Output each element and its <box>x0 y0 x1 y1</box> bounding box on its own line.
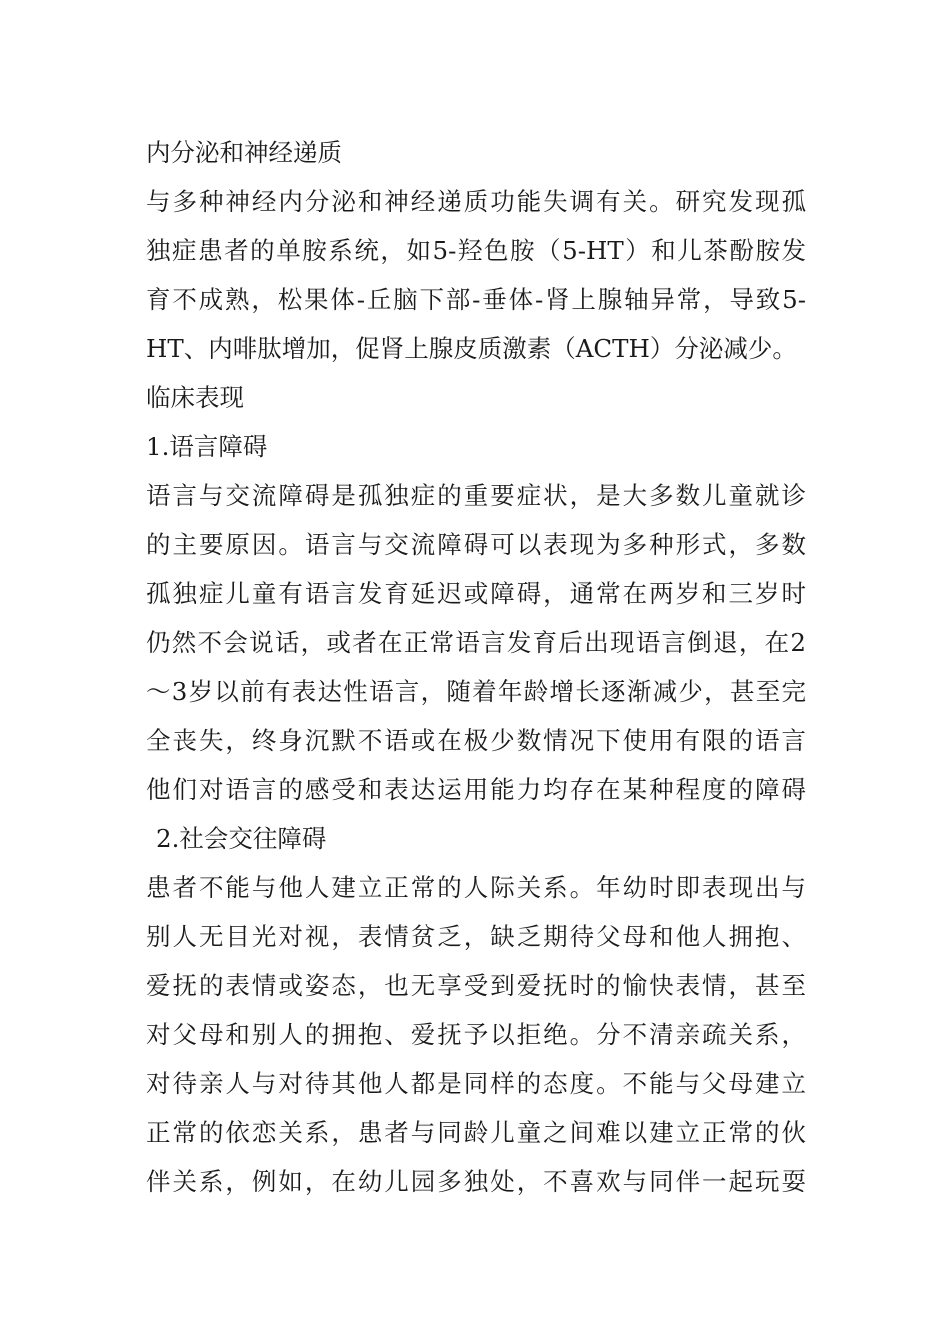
subheading-social-disorder: 2.社会交往障碍 <box>156 824 327 853</box>
paragraph-line: 伴关系，例如，在幼儿园多独处，不喜欢与同伴一起玩耍 <box>146 1167 806 1196</box>
paragraph-line: 对待亲人与对待其他人都是同样的态度。不能与父母建立 <box>146 1069 806 1098</box>
section-heading-endocrine: 内分泌和神经递质 <box>146 138 342 167</box>
section-heading-clinical: 临床表现 <box>146 383 244 412</box>
paragraph-line: 爱抚的表情或姿态，也无享受到爱抚时的愉快表情，甚至 <box>146 971 806 1000</box>
paragraph-line: 语言与交流障碍是孤独症的重要症状，是大多数儿童就诊 <box>146 481 806 510</box>
paragraph-line: 全丧失，终身沉默不语或在极少数情况下使用有限的语言 <box>146 726 806 755</box>
paragraph-line: 仍然不会说话，或者在正常语言发育后出现语言倒退，在2 <box>146 628 806 657</box>
paragraph-line: 患者不能与他人建立正常的人际关系。年幼时即表现出与 <box>146 873 806 902</box>
paragraph-line: 育不成熟，松果体-丘脑下部-垂体-肾上腺轴异常，导致5- <box>146 285 806 314</box>
paragraph-line: 正常的依恋关系，患者与同龄儿童之间难以建立正常的伙 <box>146 1118 806 1147</box>
paragraph-line: ～3岁以前有表达性语言，随着年龄增长逐渐减少，甚至完 <box>146 677 806 706</box>
paragraph-line: 与多种神经内分泌和神经递质功能失调有关。研究发现孤 <box>146 187 806 216</box>
paragraph-line: 独症患者的单胺系统，如5-羟色胺（5-HT）和儿茶酚胺发 <box>146 236 806 265</box>
document-body <box>146 128 806 1206</box>
paragraph-line: 孤独症儿童有语言发育延迟或障碍，通常在两岁和三岁时 <box>146 579 806 608</box>
paragraph-line: 他们对语言的感受和表达运用能力均存在某种程度的障碍 <box>146 775 806 804</box>
paragraph-line: 的主要原因。语言与交流障碍可以表现为多种形式，多数 <box>146 530 806 559</box>
paragraph-line: HT、内啡肽增加，促肾上腺皮质激素（ACTH）分泌减少。 <box>146 334 797 363</box>
paragraph-line: 对父母和别人的拥抱、爱抚予以拒绝。分不清亲疏关系， <box>146 1020 806 1049</box>
paragraph-line: 别人无目光对视，表情贫乏，缺乏期待父母和他人拥抱、 <box>146 922 806 951</box>
subheading-language-disorder: 1.语言障碍 <box>146 432 268 461</box>
